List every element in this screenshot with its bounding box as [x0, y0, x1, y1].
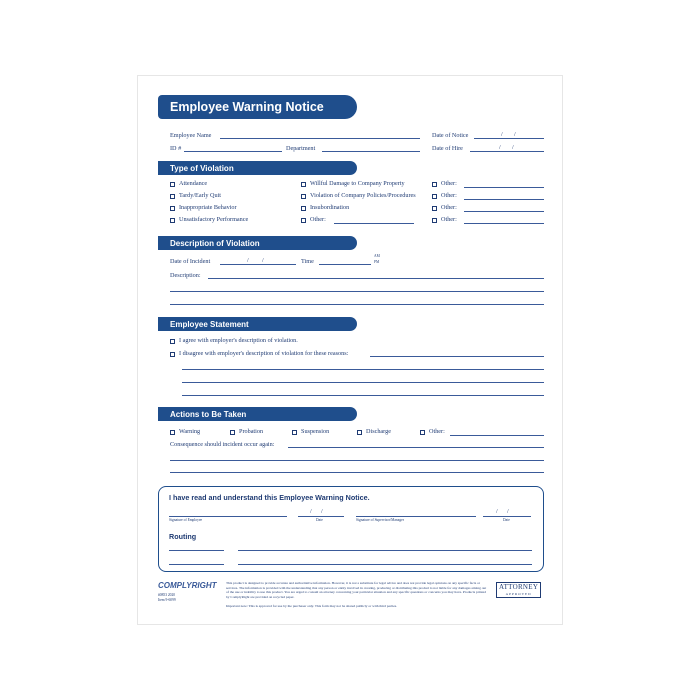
other-1-field[interactable]: [464, 187, 544, 188]
option-unsatisfactory: Unsatisfactory Performance: [179, 216, 249, 223]
badge-top-text: ATTORNEY: [499, 583, 539, 591]
date-slash: /: [499, 144, 501, 151]
time-field[interactable]: [319, 264, 371, 265]
reasons-line-1[interactable]: [370, 356, 544, 357]
department-field[interactable]: [322, 151, 420, 152]
form-code-1: #0853 2020: [158, 593, 176, 597]
agree-label: I agree with employer's description of violation.: [179, 337, 298, 344]
routing-line-1a[interactable]: [169, 550, 224, 551]
description-heading: Description of Violation: [158, 236, 357, 250]
routing-line-1b[interactable]: [238, 550, 532, 551]
am-label: AM: [374, 254, 380, 258]
option-other-4: Other:: [441, 216, 457, 223]
checkbox-inappropriate[interactable]: [170, 206, 175, 211]
acknowledgement-text: I have read and understand this Employee Warning Notice.: [169, 493, 370, 502]
attorney-approved-badge: [496, 582, 541, 598]
checkbox-warning[interactable]: [170, 430, 175, 435]
pm-label: PM: [374, 260, 380, 264]
type-of-violation-heading: Type of Violation: [158, 161, 357, 175]
checkbox-other-3[interactable]: [432, 206, 437, 211]
option-insubordination: Insubordination: [310, 204, 350, 211]
option-other-1: Other:: [441, 180, 457, 187]
checkbox-discharge[interactable]: [357, 430, 362, 435]
other-3-field[interactable]: [464, 211, 544, 212]
date-slash: /: [321, 508, 323, 515]
date-slash: /: [496, 508, 498, 515]
consequence-line-3[interactable]: [170, 472, 544, 473]
consequence-line-1[interactable]: [288, 447, 544, 448]
option-other-col2: Other:: [310, 216, 326, 223]
badge-bottom-text: APPROVED: [505, 592, 532, 596]
checkbox-probation[interactable]: [230, 430, 235, 435]
id-field[interactable]: [184, 151, 282, 152]
date-slash: /: [501, 131, 503, 138]
option-policy-violation: Violation of Company Policies/Procedures: [310, 192, 416, 199]
checkbox-other-2[interactable]: [432, 194, 437, 199]
reasons-line-2[interactable]: [182, 369, 544, 370]
form-page: [137, 75, 563, 625]
checkbox-unsatisfactory[interactable]: [170, 218, 175, 223]
action-warning: Warning: [179, 428, 201, 435]
checkbox-agree[interactable]: [170, 339, 175, 344]
date-of-notice-label: Date of Notice: [432, 132, 469, 139]
checkbox-willful-damage[interactable]: [301, 182, 306, 187]
employee-signature-field[interactable]: [169, 516, 287, 517]
other-action-field[interactable]: [450, 435, 544, 436]
employee-date-field[interactable]: [298, 516, 344, 517]
date-slash: /: [512, 144, 514, 151]
other-4-field[interactable]: [464, 223, 544, 224]
checkbox-tardy[interactable]: [170, 194, 175, 199]
description-label: Description:: [170, 272, 201, 279]
form-code-2: Item 9-6099: [158, 598, 176, 602]
checkbox-policy-violation[interactable]: [301, 194, 306, 199]
checkbox-other-action[interactable]: [420, 430, 425, 435]
actions-heading: Actions to Be Taken: [158, 407, 357, 421]
employee-name-field[interactable]: [220, 138, 420, 139]
manager-date-label: Date: [503, 518, 510, 522]
action-other: Other:: [429, 428, 445, 435]
description-line-2[interactable]: [170, 291, 544, 292]
checkbox-disagree[interactable]: [170, 352, 175, 357]
option-other-2: Other:: [441, 192, 457, 199]
important-note: Important note: This is approved for use by the purchaser only. This form may not be shared publicly or with third parties.: [226, 604, 398, 608]
routing-label: Routing: [169, 532, 197, 541]
date-slash: /: [247, 257, 249, 264]
employee-name-label: Employee Name: [170, 132, 212, 139]
form-title: Employee Warning Notice: [158, 95, 357, 119]
checkbox-suspension[interactable]: [292, 430, 297, 435]
reasons-line-3[interactable]: [182, 382, 544, 383]
brand-logo: COMPLYRIGHT: [158, 581, 217, 590]
employee-date-label: Date: [316, 518, 323, 522]
other-2-field[interactable]: [464, 199, 544, 200]
other-col2-field[interactable]: [334, 223, 414, 224]
employee-signature-label: Signature of Employee: [169, 518, 203, 522]
department-label: Department: [286, 145, 316, 152]
action-probation: Probation: [239, 428, 264, 435]
checkbox-other-1[interactable]: [432, 182, 437, 187]
checkbox-insubordination[interactable]: [301, 206, 306, 211]
routing-line-2b[interactable]: [238, 564, 532, 565]
date-of-incident-field[interactable]: [220, 264, 296, 265]
manager-signature-field[interactable]: [356, 516, 476, 517]
date-of-hire-label: Date of Hire: [432, 145, 463, 152]
routing-line-2a[interactable]: [169, 564, 224, 565]
date-of-hire-field[interactable]: [470, 151, 544, 152]
date-of-notice-field[interactable]: [474, 138, 544, 139]
option-other-3: Other:: [441, 204, 457, 211]
consequence-label: Consequence should incident occur again:: [170, 441, 275, 448]
legal-disclaimer: This product is designed to provide accurate and authoritative information. However, it is not a substitute for legal advice and does not provide legal opinions on any specific facts or services. The information is provided with the understanding that any person or entity involved in creating, producing or distributing this product is not liable for any damages arising out of the use or inability to use this product. You are urged to consult an attorney concerning your particular situation and any specific questions or concerns you may have. Products printed by ComplyRight are provided on recycled paper.: [226, 581, 487, 599]
action-discharge: Discharge: [366, 428, 391, 435]
date-slash: /: [310, 508, 312, 515]
disagree-label: I disagree with employer's description of violation for these reasons:: [179, 350, 349, 357]
option-willful-damage: Willful Damage to Company Property: [310, 180, 405, 187]
statement-heading: Employee Statement: [158, 317, 357, 331]
reasons-line-4[interactable]: [182, 395, 544, 396]
action-suspension: Suspension: [301, 428, 330, 435]
date-slash: /: [514, 131, 516, 138]
description-line-3[interactable]: [170, 304, 544, 305]
manager-date-field[interactable]: [483, 516, 531, 517]
date-of-incident-label: Date of Incident: [170, 258, 211, 265]
option-inappropriate: Inappropriate Behavior: [179, 204, 237, 211]
option-tardy: Tardy/Early Quit: [179, 192, 222, 199]
date-slash: /: [507, 508, 509, 515]
description-line-1[interactable]: [208, 278, 544, 279]
id-label: ID #: [170, 145, 182, 152]
date-slash: /: [262, 257, 264, 264]
manager-signature-label: Signature of Supervisor/Manager: [356, 518, 404, 522]
checkbox-attendance[interactable]: [170, 182, 175, 187]
checkbox-other-col2[interactable]: [301, 218, 306, 223]
time-label: Time: [301, 258, 314, 265]
option-attendance: Attendance: [179, 180, 208, 187]
consequence-line-2[interactable]: [170, 460, 544, 461]
checkbox-other-4[interactable]: [432, 218, 437, 223]
